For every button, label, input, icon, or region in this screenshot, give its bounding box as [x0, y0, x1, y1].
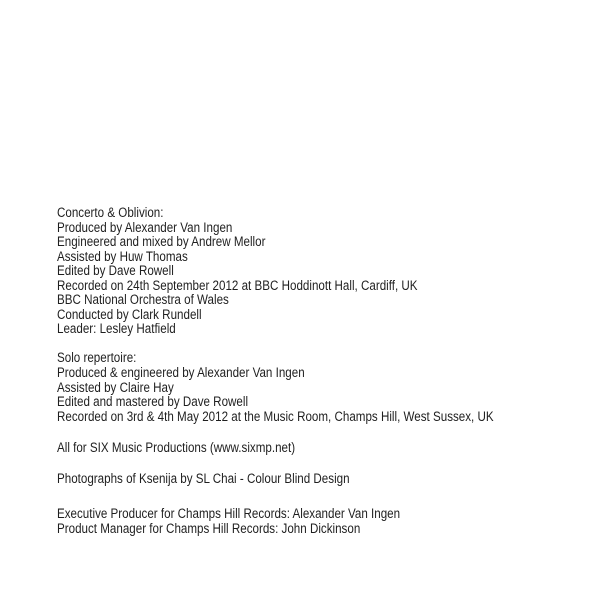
credits-section-label	[57, 507, 590, 536]
credit-line: Product Manager for Champs Hill Records: John Dickinson	[57, 520, 361, 536]
section-heading: Solo repertoire:	[57, 350, 137, 366]
credits-section-concerto-oblivion	[57, 206, 590, 337]
credit-line: Produced by Alexander Van Ingen	[57, 219, 233, 235]
credit-line: Executive Producer for Champs Hill Records: Alexander Van Ingen	[57, 506, 401, 522]
credit-line: BBC National Orchestra of Wales	[57, 292, 229, 308]
credits-section-solo-repertoire	[57, 351, 590, 424]
credit-line: Recorded on 24th September 2012 at BBC Hoddinott Hall, Cardiff, UK	[57, 277, 418, 293]
credit-line: Assisted by Claire Hay	[57, 379, 174, 395]
credits-section-production-company	[57, 441, 590, 456]
credit-line: Leader: Lesley Hatfield	[57, 321, 176, 337]
credits-block	[57, 206, 590, 536]
credit-line: Engineered and mixed by Andrew Mellor	[57, 234, 266, 250]
credit-line: Assisted by Huw Thomas	[57, 248, 188, 264]
section-heading: Concerto & Oblivion:	[57, 205, 164, 220]
credit-line: All for SIX Music Productions (www.sixmp.net)	[57, 440, 296, 456]
credit-line: Recorded on 3rd & 4th May 2012 at the Music Room, Champs Hill, West Sussex, UK	[57, 408, 494, 424]
credit-line: Photographs of Ksenija by SL Chai - Colour Blind Design	[57, 471, 350, 487]
credit-line: Edited and mastered by Dave Rowell	[57, 394, 249, 410]
credits-section-photography	[57, 472, 590, 487]
credit-line: Conducted by Clark Rundell	[57, 306, 202, 322]
credit-line: Edited by Dave Rowell	[57, 263, 174, 279]
credit-line: Produced & engineered by Alexander Van Ingen	[57, 364, 305, 380]
